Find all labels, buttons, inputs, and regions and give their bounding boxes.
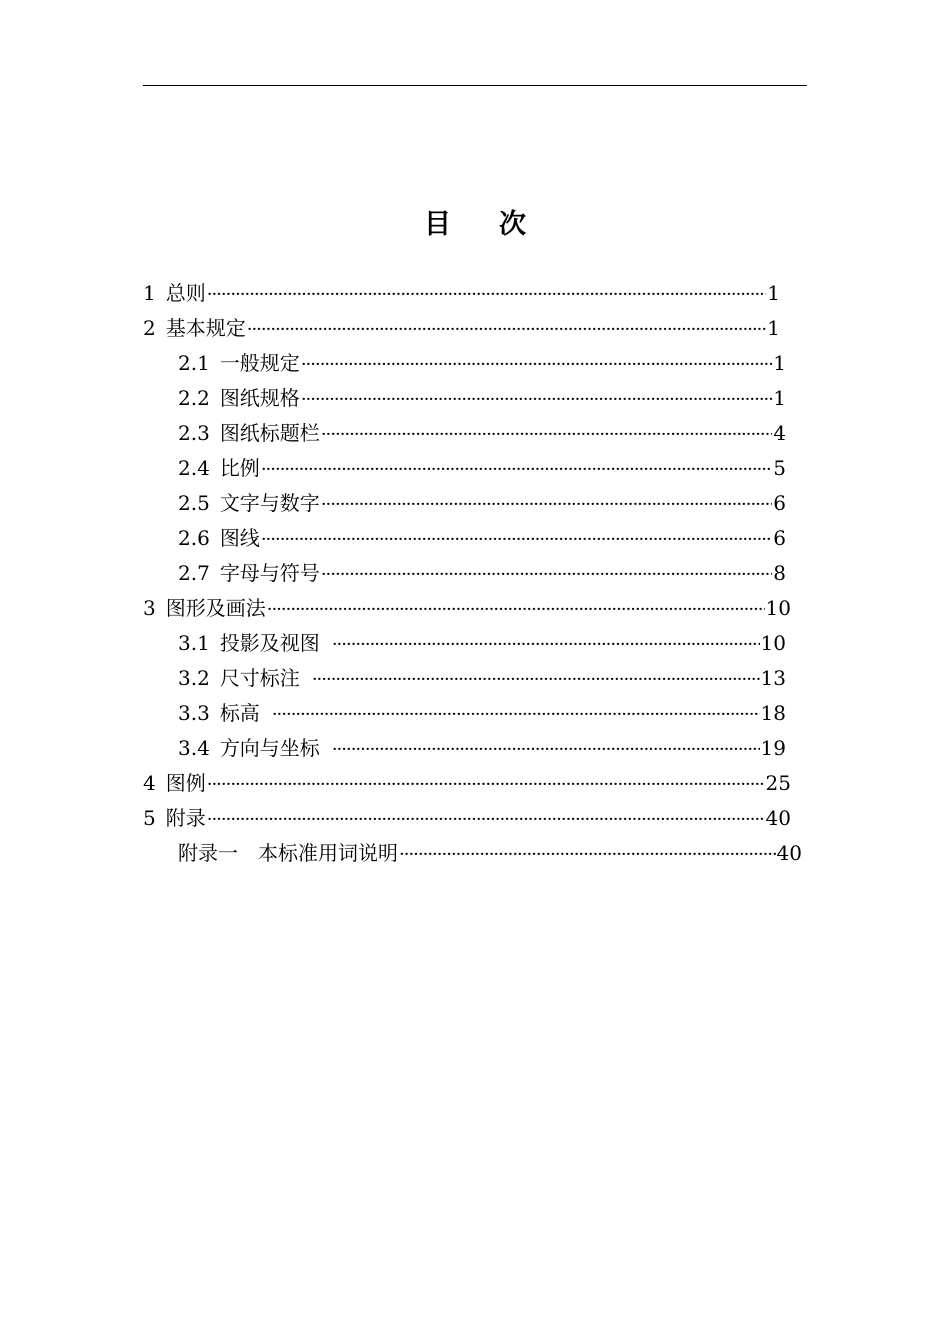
toc-entry-label: 方向与坐标 [219, 736, 320, 760]
toc-entry-number: 2.1 [178, 351, 210, 375]
toc-entry[interactable] [178, 661, 786, 696]
toc-entry-label: 尺寸标注 [219, 666, 300, 690]
toc-entry-page: 1 [767, 316, 780, 340]
toc-entry-page: 40 [765, 806, 791, 830]
toc-title-char-2: 次 [499, 209, 526, 240]
toc-entry-number: 2.6 [178, 526, 210, 550]
toc-entry-number: 2.5 [178, 491, 210, 515]
toc-entry-number: 3.4 [178, 736, 210, 760]
toc-entry-number: 3 [143, 596, 156, 620]
toc-entry[interactable] [178, 381, 786, 416]
toc-entry[interactable] [178, 521, 786, 556]
toc-dot-leader [321, 487, 772, 522]
toc-entry-page: 5 [773, 456, 786, 480]
toc-entry-page: 18 [760, 701, 786, 725]
toc-entry-label: 图线 [219, 526, 260, 550]
toc-dot-leader [261, 452, 772, 487]
toc-entry-label: 图纸标题栏 [219, 421, 320, 445]
toc-dot-leader [247, 312, 767, 347]
toc-entry-page: 6 [773, 491, 786, 515]
toc-entry-label: 一般规定 [219, 351, 300, 375]
toc-entry-page: 1 [773, 351, 786, 375]
toc-entry-number: 3.1 [178, 631, 210, 655]
toc-dot-leader [332, 732, 760, 767]
toc-entry-page: 6 [773, 526, 786, 550]
toc-dot-leader [399, 837, 776, 872]
toc-entry[interactable] [178, 346, 786, 381]
toc-entry[interactable] [178, 731, 786, 766]
toc-entry-number: 4 [143, 771, 156, 795]
toc-entry-number: 3.2 [178, 666, 210, 690]
toc-entry-label: 标高 [219, 701, 260, 725]
toc-entry-page: 19 [760, 736, 786, 760]
toc-entry-page: 1 [767, 281, 780, 305]
toc-entry[interactable] [143, 591, 791, 626]
toc-dot-leader [207, 277, 767, 312]
toc-title-char-1: 目 [424, 209, 451, 240]
toc-dot-leader [272, 697, 760, 732]
toc-entry-number: 2.7 [178, 561, 210, 585]
toc-entry[interactable] [178, 486, 786, 521]
toc-entry-page: 8 [773, 561, 786, 585]
toc-entry-page: 25 [765, 771, 791, 795]
toc-entry-label: 文字与数字 [219, 491, 320, 515]
toc-entry[interactable] [143, 276, 780, 311]
toc-entry-number: 5 [143, 806, 156, 830]
toc-entry[interactable] [178, 836, 802, 871]
toc-entry-label: 字母与符号 [219, 561, 320, 585]
toc-entry-label: 附录 [165, 806, 206, 830]
toc-entry[interactable] [143, 801, 791, 836]
toc-dot-leader [332, 627, 760, 662]
toc-entry-page: 10 [765, 596, 791, 620]
toc-entry[interactable] [143, 311, 780, 346]
toc-entry-number: 3.3 [178, 701, 210, 725]
toc-entry-page: 4 [773, 421, 786, 445]
toc-entry-label: 图例 [165, 771, 206, 795]
toc-entry-number: 2.3 [178, 421, 210, 445]
toc-entry-number: 2.2 [178, 386, 210, 410]
toc-dot-leader [321, 557, 772, 592]
toc-entry[interactable] [178, 416, 786, 451]
toc-entry[interactable] [178, 556, 786, 591]
toc-entry-label: 附录一 本标准用词说明 [178, 841, 398, 865]
toc-dot-leader [207, 767, 765, 802]
toc-entry-page: 1 [773, 386, 786, 410]
toc-entry-label: 比例 [219, 456, 260, 480]
toc-entry-label: 总则 [165, 281, 206, 305]
toc-entry-page: 13 [760, 666, 786, 690]
toc-entry-number: 1 [143, 281, 156, 305]
toc-entry-number: 2.4 [178, 456, 210, 480]
toc-dot-leader [261, 522, 772, 557]
toc-entry[interactable] [178, 626, 786, 661]
toc-entry-label: 图纸规格 [219, 386, 300, 410]
toc-entry-number: 2 [143, 316, 156, 340]
toc-dot-leader [207, 802, 765, 837]
toc-entry-label: 投影及视图 [219, 631, 320, 655]
toc-title [0, 205, 950, 245]
toc-entry[interactable] [178, 696, 786, 731]
toc-entry-page: 10 [760, 631, 786, 655]
header-rule [143, 85, 807, 86]
toc-dot-leader [267, 592, 765, 627]
toc-dot-leader [312, 662, 760, 697]
toc-entry[interactable] [143, 766, 791, 801]
toc-dot-leader [301, 347, 772, 382]
toc-entry-label: 图形及画法 [165, 596, 266, 620]
toc-entry-label: 基本规定 [165, 316, 246, 340]
toc-entry-page: 40 [776, 841, 802, 865]
toc-dot-leader [301, 382, 772, 417]
toc-dot-leader [321, 417, 772, 452]
toc-entry[interactable] [178, 451, 786, 486]
